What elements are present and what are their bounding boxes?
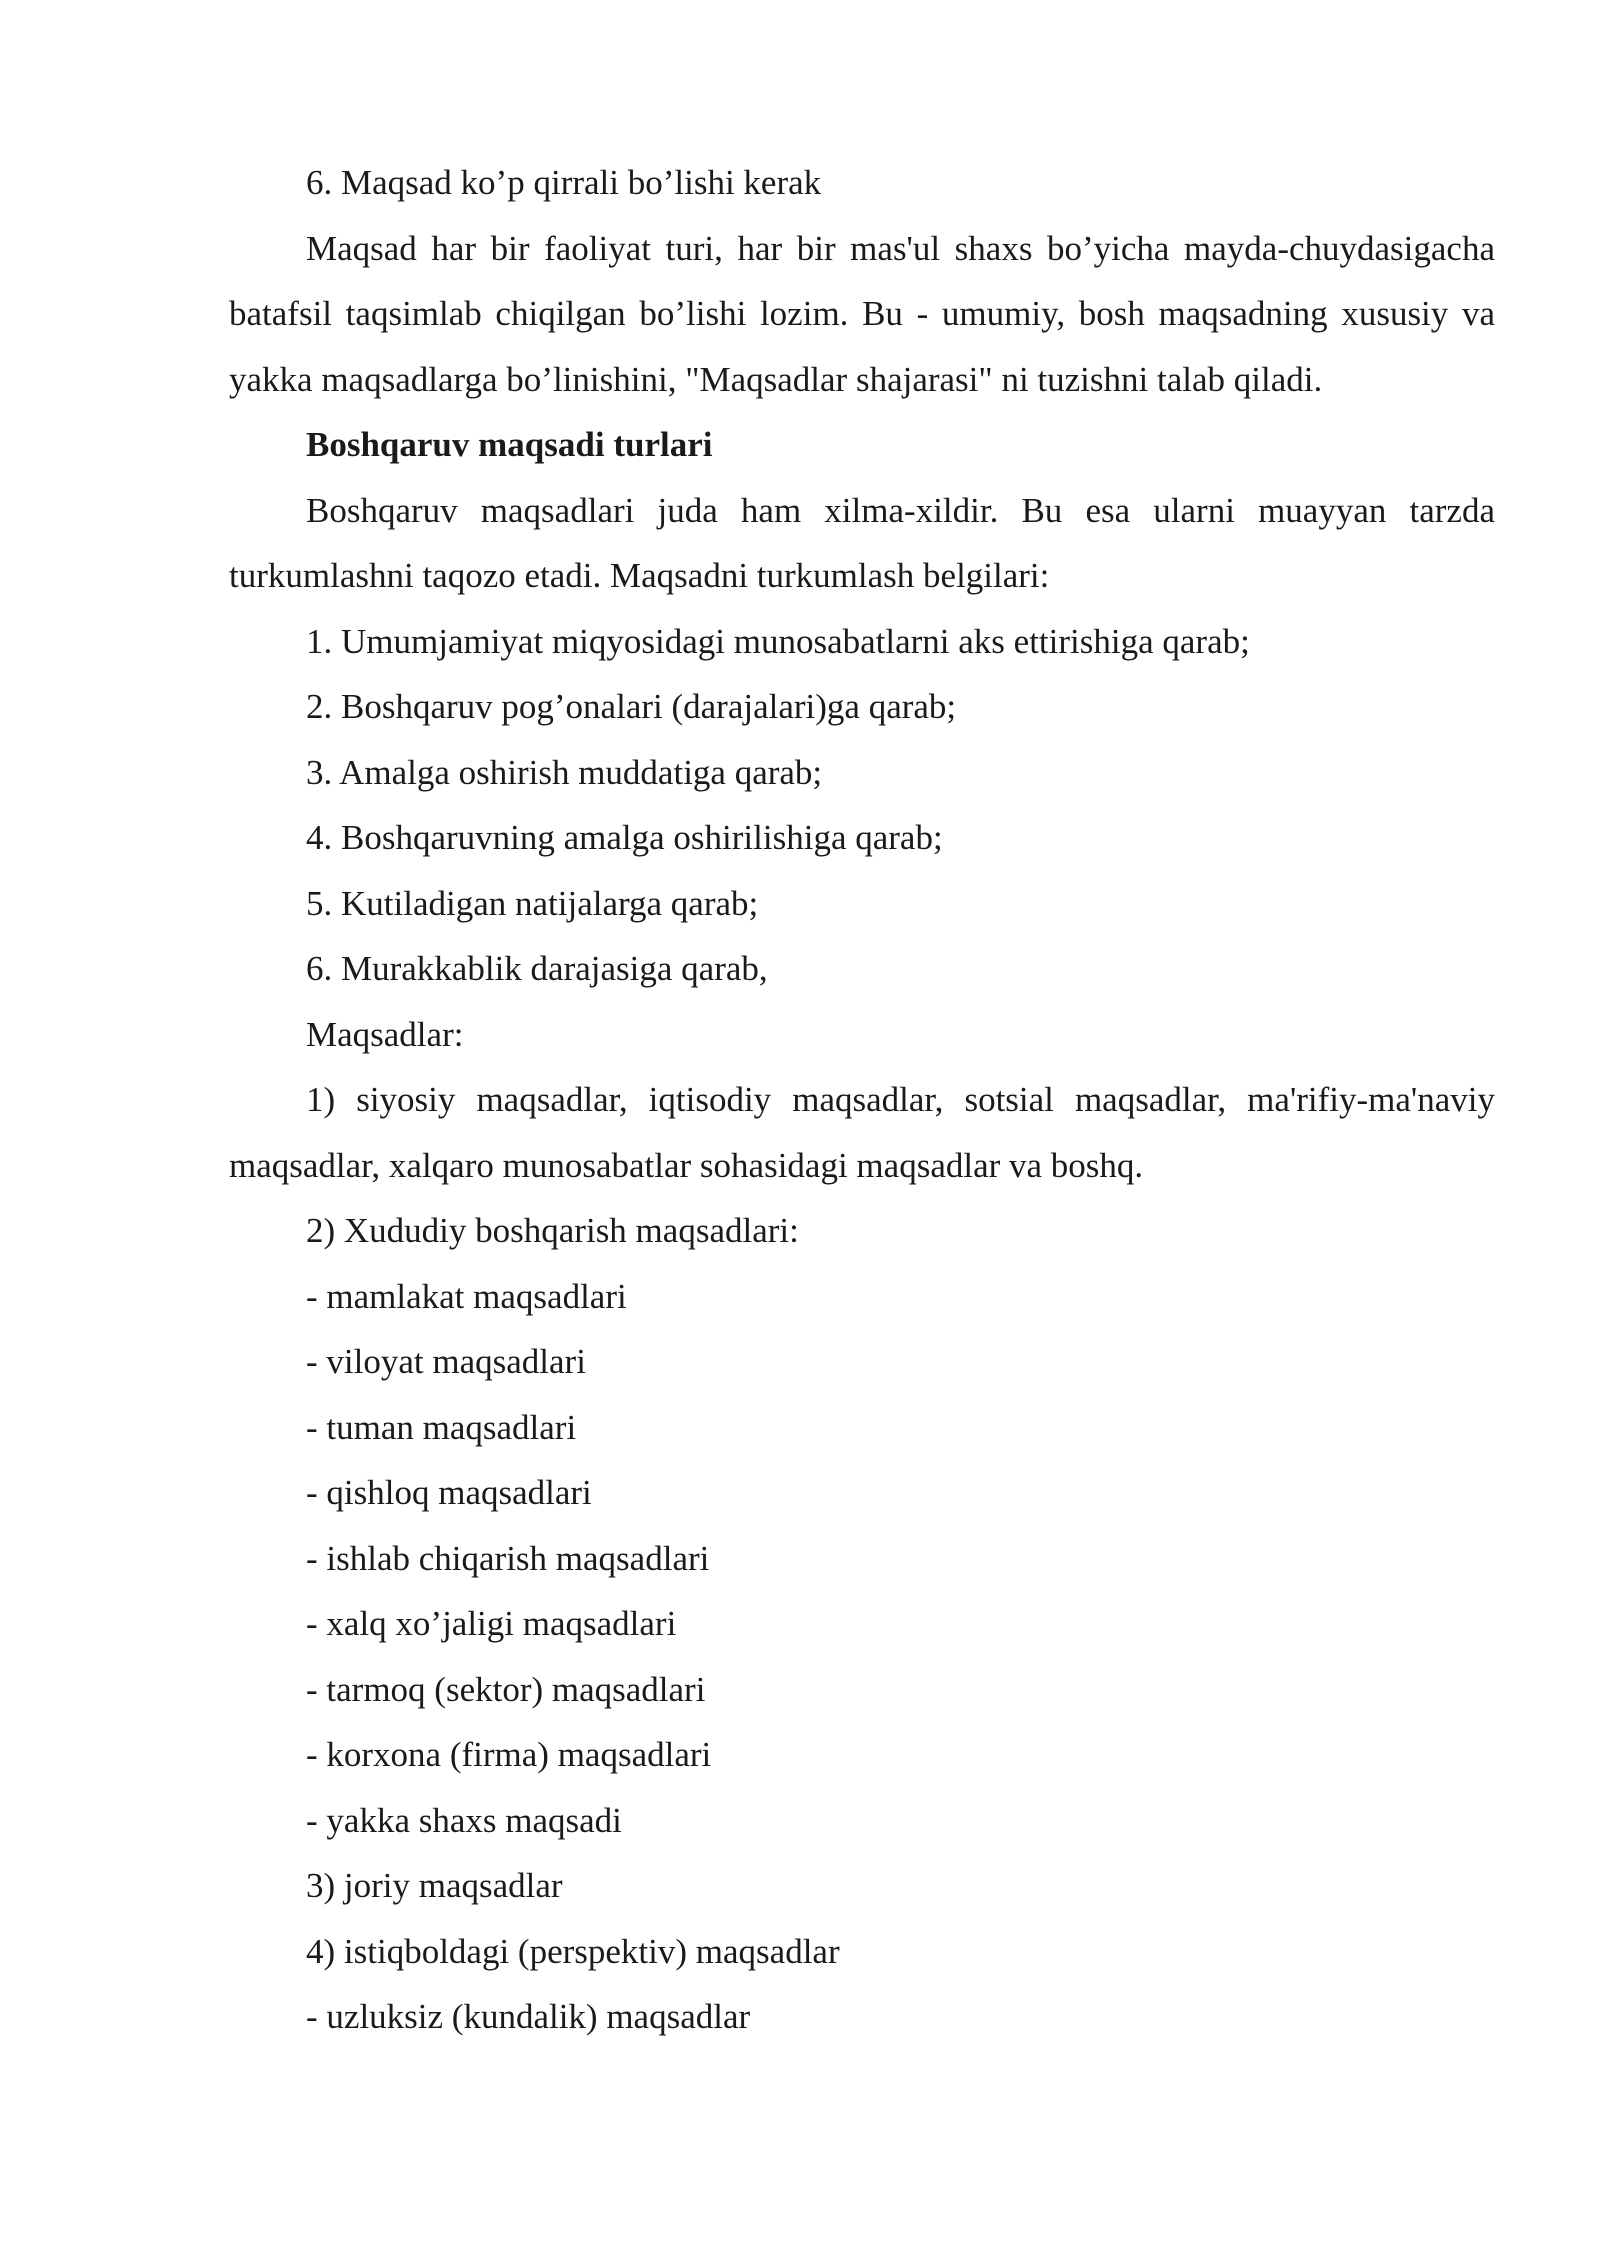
list-item: 1. Umumjamiyat miqyosidagi munosabatlarni aks ettirishiga qarab; — [306, 621, 1250, 661]
list-item: - yakka shaxs maqsadi — [306, 1800, 622, 1840]
section-heading: Boshqaruv maqsadi turlari — [306, 425, 713, 464]
list-item: - viloyat maqsadlari — [306, 1342, 586, 1381]
list-item: 2. Boshqaruv pog’onalari (darajalari)ga qarab; — [306, 687, 957, 726]
label-line: Maqsadlar: — [306, 1014, 464, 1054]
list-item: - uzluksiz (kundalik) maqsadlar — [306, 1997, 751, 2036]
list-item: - tarmoq (sektor) maqsadlari — [306, 1669, 706, 1709]
list-item: 3. Amalga oshirish muddatiga qarab; — [306, 752, 823, 792]
list-item: - qishloq maqsadlari — [306, 1473, 592, 1512]
list-item: - tuman maqsadlari — [306, 1407, 577, 1447]
paragraph: 1) siyosiy maqsadlar, iqtisodiy maqsadlar, sotsial maqsadlar, ma'rifiy-ma'naviy maqsadlar, xalqaro munosabatlar sohasidagi maqsadlar va boshq. — [229, 1080, 1495, 1185]
list-item: 2) Xududiy boshqarish maqsadlari: — [306, 1211, 799, 1250]
list-item: - ishlab chiqarish maqsadlari — [306, 1538, 710, 1578]
list-item: 6. Murakkablik darajasiga qarab, — [306, 949, 768, 988]
list-item: - korxona (firma) maqsadlari — [306, 1735, 712, 1774]
paragraph: Boshqaruv maqsadlari juda ham xilma-xildir. Bu esa ularni muayyan tarzda turkumlashni taqozo etadi. Maqsadni turkumlash belgilari: — [229, 490, 1495, 595]
list-item: - xalq xo’jaligi maqsadlari — [306, 1604, 677, 1643]
list-item: 3) joriy maqsadlar — [306, 1866, 563, 1905]
list-item: 4. Boshqaruvning amalga oshirilishiga qarab; — [306, 818, 943, 857]
document-page — [229, 150, 1495, 2050]
list-item: 6. Maqsad ko’p qirrali bo’lishi kerak — [306, 163, 822, 202]
list-item: 4) istiqboldagi (perspektiv) maqsadlar — [306, 1931, 840, 1971]
list-item: - mamlakat maqsadlari — [306, 1276, 627, 1316]
paragraph: Maqsad har bir faoliyat turi, har bir mas'ul shaxs bo’yicha mayda-chuydasigacha batafsil taqsimlab chiqilgan bo’lishi lozim. Bu - umumiy, bosh maqsadning xususiy va yakka maqsadlarga bo’linishini, "Maqsadlar shajarasi" ni tuzishni talab qiladi. — [229, 228, 1495, 399]
list-item: 5. Kutiladigan natijalarga qarab; — [306, 883, 759, 923]
